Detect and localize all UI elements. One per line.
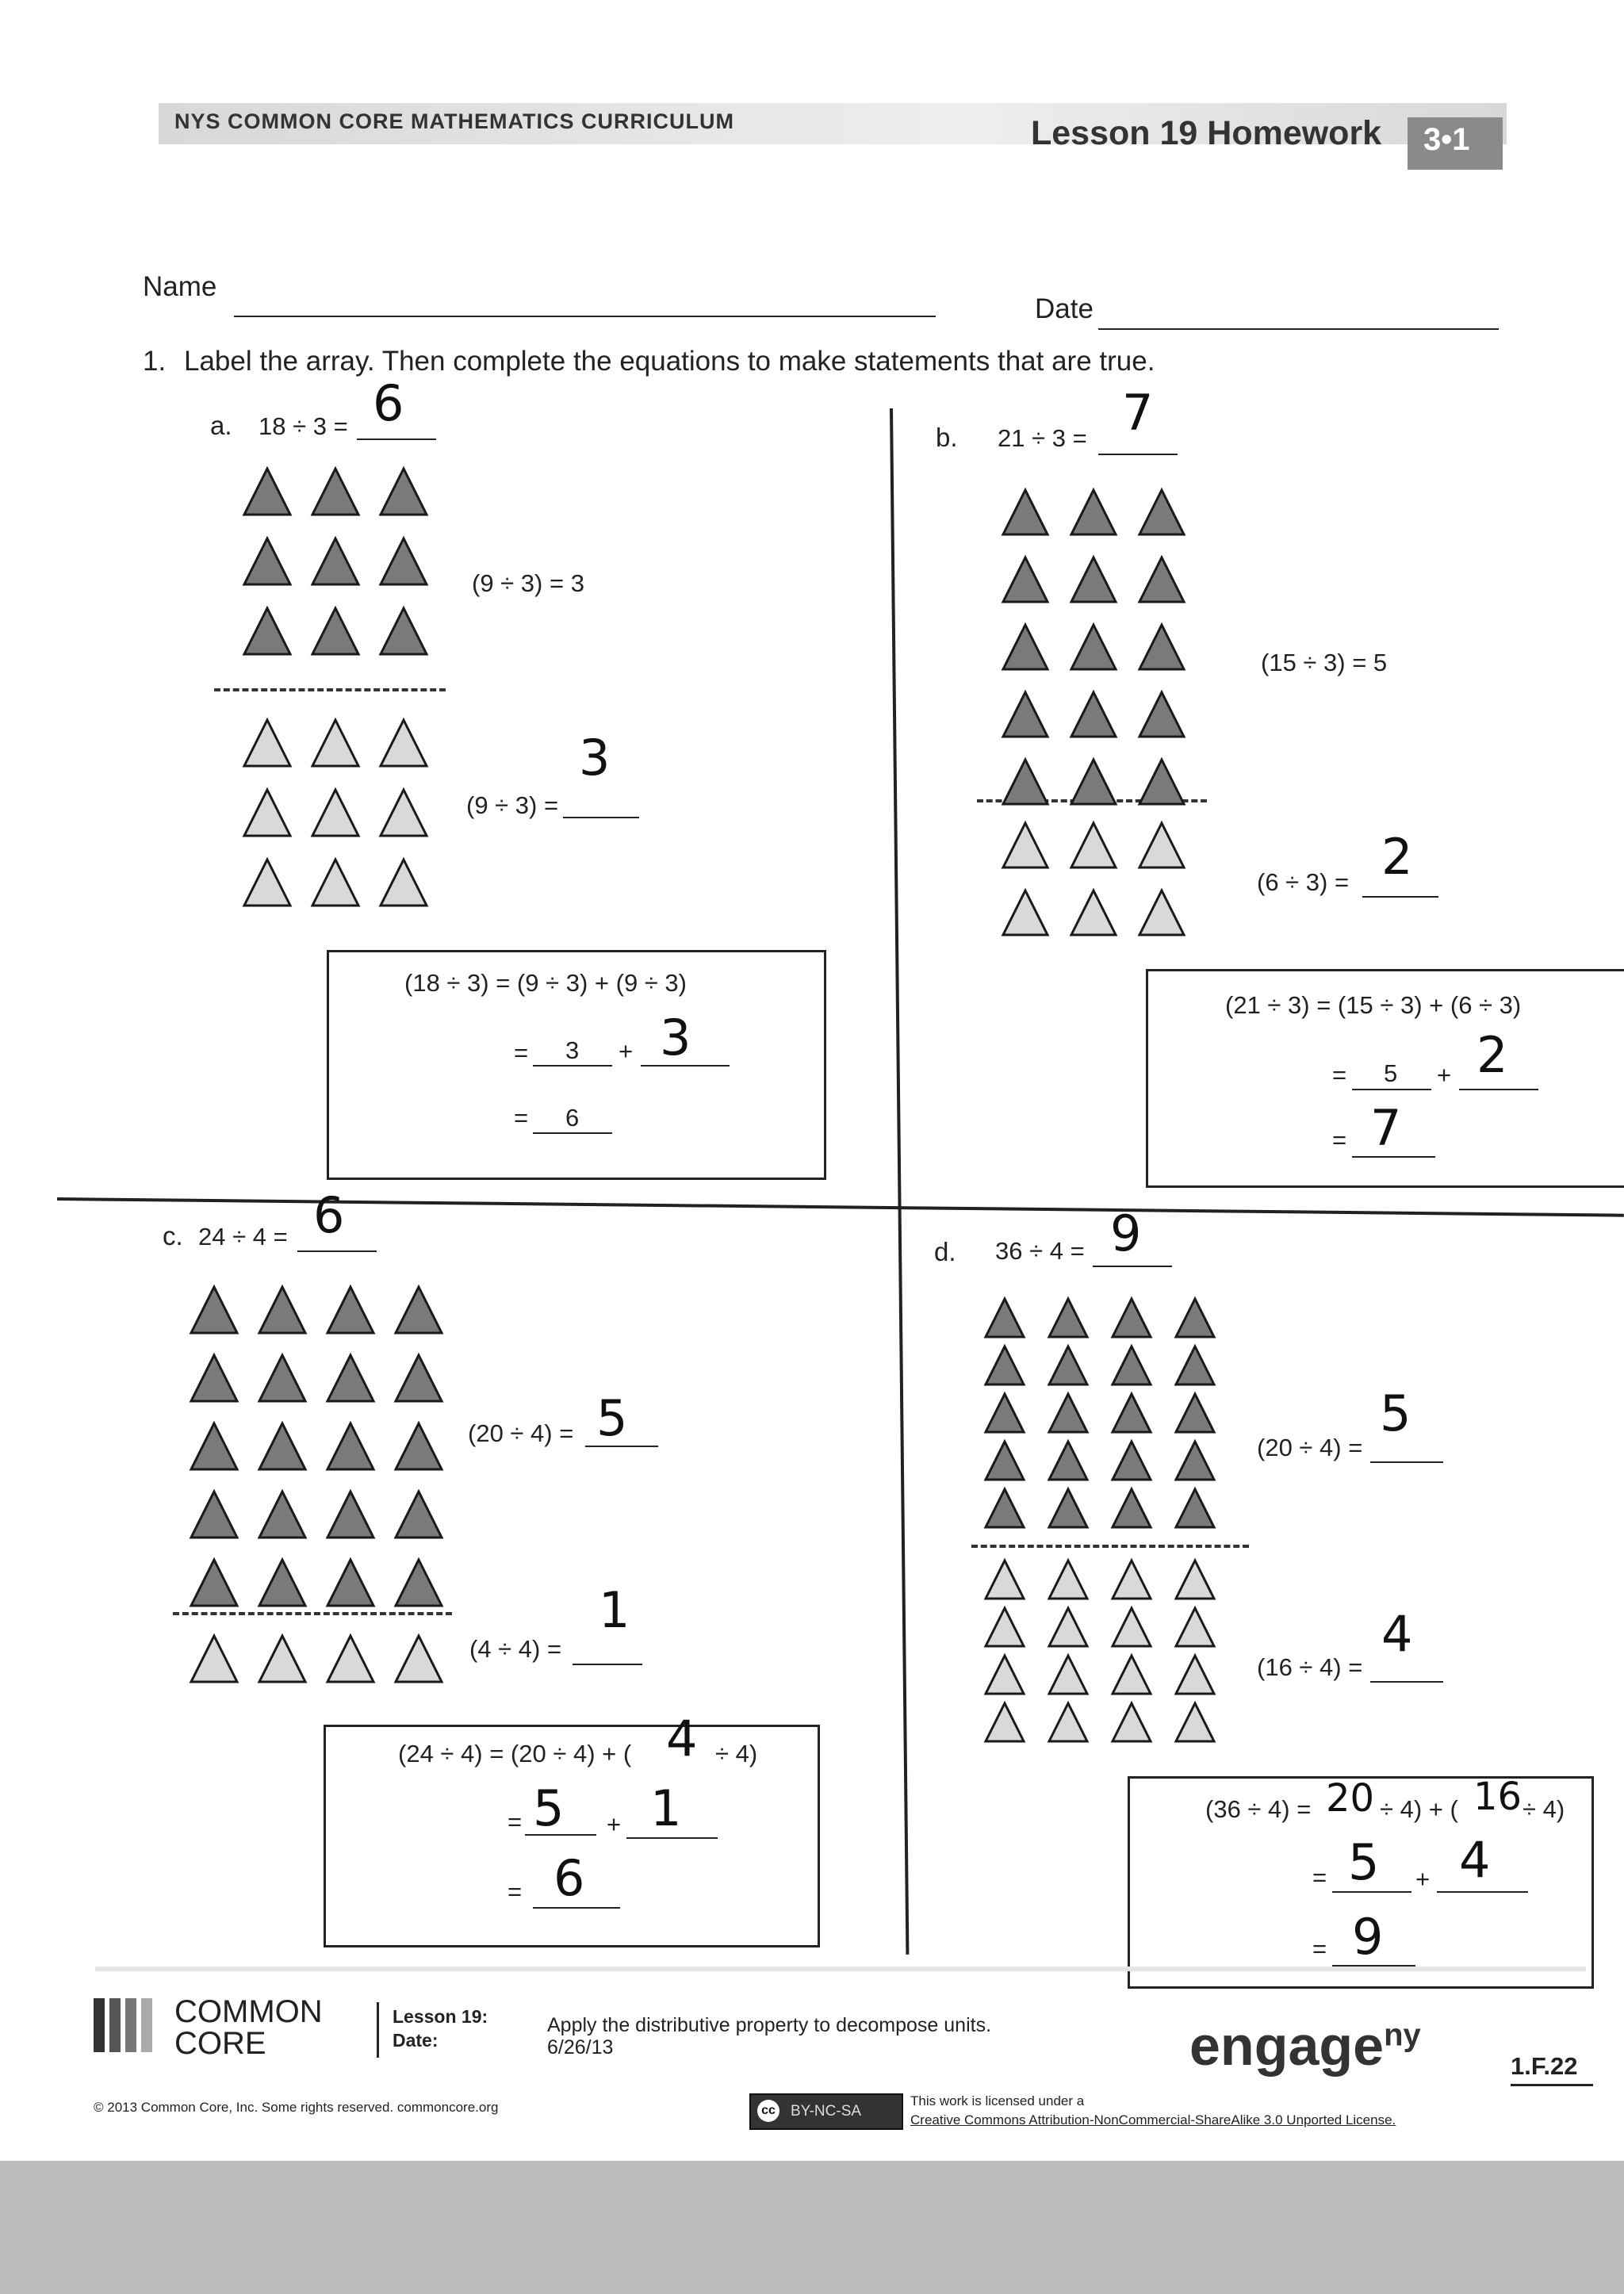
- part-d-box-val1: 5: [1348, 1833, 1380, 1891]
- part-b-box-line-val1[interactable]: [1352, 1089, 1431, 1090]
- part-a-box-val1: 3: [565, 1036, 580, 1064]
- shaded-triangle: [325, 1353, 376, 1404]
- part-b-eq2-answer: 2: [1381, 828, 1413, 886]
- problem-number: 1.: [143, 346, 167, 377]
- unshaded-triangle: [1069, 888, 1118, 937]
- part-d-box-line1-fill1: 20: [1326, 1776, 1375, 1821]
- shaded-triangle: [1069, 690, 1118, 739]
- unshaded-triangle: [1137, 888, 1186, 937]
- shaded-triangle: [983, 1487, 1026, 1530]
- part-d-letter: d.: [934, 1237, 956, 1266]
- part-b-box-eq2: =: [1332, 1126, 1347, 1154]
- unshaded-triangle: [1069, 821, 1118, 870]
- part-c-letter: c.: [163, 1221, 183, 1250]
- unshaded-triangle: [983, 1701, 1026, 1744]
- part-c-box-line1-fill: 4: [666, 1710, 698, 1767]
- footer-lesson-desc: Apply the distributive property to decompose units.: [547, 2014, 992, 2036]
- part-d-eq1-prefix: (20 ÷ 4) =: [1257, 1434, 1363, 1461]
- part-d-box-line1-a: (36 ÷ 4) =: [1205, 1795, 1312, 1823]
- unshaded-triangle: [1047, 1558, 1090, 1601]
- part-c-box-eq: =: [508, 1808, 523, 1836]
- part-a-eq2-prefix: (9 ÷ 3) =: [466, 791, 559, 819]
- shaded-triangle: [393, 1285, 444, 1335]
- unshaded-triangle: [257, 1633, 308, 1684]
- part-d-eq2-prefix: (16 ÷ 4) =: [1257, 1653, 1363, 1681]
- part-a-letter: a.: [210, 411, 232, 440]
- scan-bottom-band: [0, 2161, 1624, 2294]
- curriculum-title: NYS COMMON CORE MATHEMATICS CURRICULUM: [174, 109, 734, 133]
- common-core-logo-icon: [94, 1998, 157, 2052]
- part-c-eq1-prefix: (20 ÷ 4) =: [468, 1419, 574, 1447]
- part-a-prompt: 18 ÷ 3 =: [259, 412, 348, 440]
- part-a-box-line-val1[interactable]: [533, 1065, 612, 1067]
- shaded-triangle: [1001, 555, 1050, 604]
- part-c-box-line-val2[interactable]: [626, 1837, 718, 1839]
- shaded-triangle: [393, 1489, 444, 1540]
- part-b-box-val2: 2: [1477, 1026, 1508, 1084]
- shaded-triangle: [1174, 1296, 1216, 1339]
- shaded-triangle: [1001, 488, 1050, 537]
- shaded-triangle: [1047, 1487, 1090, 1530]
- part-a-box-line-total[interactable]: [533, 1132, 612, 1134]
- shaded-triangle: [325, 1557, 376, 1608]
- part-d-answer-line[interactable]: [1093, 1266, 1172, 1267]
- part-a-box-plus: +: [619, 1037, 634, 1065]
- unshaded-triangle: [1110, 1558, 1153, 1601]
- engageny-logo-sup: ny: [1384, 2017, 1421, 2053]
- shaded-triangle: [189, 1421, 239, 1472]
- unshaded-triangle: [242, 787, 293, 838]
- unshaded-triangle: [378, 718, 429, 768]
- part-b-box-plus: +: [1437, 1061, 1452, 1089]
- part-b-eq2-prefix: (6 ÷ 3) =: [1257, 868, 1350, 896]
- footer-date-value: 6/26/13: [547, 2036, 614, 2058]
- unshaded-triangle: [1110, 1701, 1153, 1744]
- shaded-triangle: [1110, 1392, 1153, 1434]
- footer-rule: [95, 1967, 1586, 1971]
- shaded-triangle: [1069, 622, 1118, 672]
- part-d-box-total: 9: [1352, 1908, 1384, 1966]
- unshaded-triangle: [310, 718, 361, 768]
- shaded-triangle: [1001, 690, 1050, 739]
- date-field[interactable]: [1098, 328, 1499, 330]
- part-a-divider: [214, 688, 446, 691]
- unshaded-triangle: [189, 1633, 239, 1684]
- part-c-box-plus: +: [607, 1810, 622, 1838]
- shaded-triangle: [1110, 1487, 1153, 1530]
- part-b-eq1: (15 ÷ 3) = 5: [1261, 649, 1388, 676]
- part-c-box-line1-a: (24 ÷ 4) = (20 ÷ 4) + (: [398, 1740, 632, 1767]
- part-b-box-total: 7: [1370, 1099, 1402, 1157]
- shaded-triangle: [325, 1489, 376, 1540]
- part-a-box-line1: (18 ÷ 3) = (9 ÷ 3) + (9 ÷ 3): [404, 969, 688, 997]
- unshaded-triangle: [310, 787, 361, 838]
- part-b-box-eq: =: [1332, 1061, 1347, 1089]
- shaded-triangle: [393, 1353, 444, 1404]
- part-d-eq1-answer: 5: [1380, 1384, 1411, 1442]
- part-a-box-eq: =: [514, 1039, 529, 1067]
- shaded-triangle: [257, 1353, 308, 1404]
- footer-lesson-label: Lesson 19:: [393, 2006, 488, 2027]
- page-code: 1.F.22: [1511, 2052, 1578, 2080]
- shaded-triangle: [983, 1296, 1026, 1339]
- name-label: Name: [143, 271, 217, 302]
- part-d-box-line1-b: ÷ 4): [1522, 1795, 1565, 1823]
- part-b-letter: b.: [936, 423, 958, 452]
- part-b-prompt: 21 ÷ 3 =: [998, 424, 1087, 452]
- shaded-triangle: [189, 1557, 239, 1608]
- shaded-triangle: [310, 606, 361, 657]
- part-c-eq2-prefix: (4 ÷ 4) =: [469, 1635, 562, 1663]
- shaded-triangle: [189, 1353, 239, 1404]
- horizontal-divider: [57, 1197, 1624, 1217]
- shaded-triangle: [1137, 690, 1186, 739]
- grade-badge-text: 3•1: [1423, 122, 1470, 157]
- shaded-triangle: [242, 606, 293, 657]
- shaded-triangle: [1174, 1392, 1216, 1434]
- part-d-box-plus: +: [1415, 1865, 1431, 1893]
- shaded-triangle: [242, 466, 293, 517]
- part-d-box-eq: =: [1312, 1863, 1327, 1891]
- shaded-triangle: [257, 1285, 308, 1335]
- part-c-eq2-line[interactable]: [573, 1664, 642, 1665]
- vertical-divider: [890, 408, 909, 1955]
- date-label: Date: [1035, 293, 1094, 324]
- shaded-triangle: [257, 1557, 308, 1608]
- part-c-box-eq2: =: [508, 1878, 523, 1905]
- part-c-eq1-answer: 5: [596, 1389, 628, 1447]
- part-b-answer-line[interactable]: [1098, 454, 1178, 455]
- part-a-box-total: 6: [565, 1104, 580, 1132]
- shaded-triangle: [983, 1344, 1026, 1387]
- license-badge-text: BY-NC-SA: [791, 2103, 862, 2120]
- unshaded-triangle: [378, 787, 429, 838]
- footer-separator: [377, 2002, 379, 2058]
- part-c-divider: [173, 1612, 452, 1615]
- shaded-triangle: [378, 536, 429, 587]
- shaded-triangle: [1110, 1296, 1153, 1339]
- unshaded-triangle: [242, 718, 293, 768]
- part-a-eq2-line[interactable]: [563, 817, 639, 818]
- shaded-triangle: [1047, 1344, 1090, 1387]
- shaded-triangle: [1047, 1439, 1090, 1482]
- part-d-answer: 9: [1110, 1204, 1142, 1262]
- unshaded-triangle: [1174, 1606, 1216, 1649]
- name-field[interactable]: [234, 316, 936, 317]
- shaded-triangle: [242, 536, 293, 587]
- unshaded-triangle: [1001, 888, 1050, 937]
- shaded-triangle: [1047, 1392, 1090, 1434]
- shaded-triangle: [393, 1421, 444, 1472]
- unshaded-triangle: [310, 857, 361, 908]
- shaded-triangle: [378, 466, 429, 517]
- unshaded-triangle: [1174, 1701, 1216, 1744]
- unshaded-triangle: [1001, 821, 1050, 870]
- shaded-triangle: [1001, 622, 1050, 672]
- shaded-triangle: [1110, 1344, 1153, 1387]
- shaded-triangle: [1110, 1439, 1153, 1482]
- unshaded-triangle: [378, 857, 429, 908]
- part-a-box-eq2: =: [514, 1104, 529, 1132]
- shaded-triangle: [310, 536, 361, 587]
- shaded-triangle: [257, 1489, 308, 1540]
- shaded-triangle: [1174, 1487, 1216, 1530]
- cc-icon: cc: [757, 2100, 779, 2122]
- part-b-box-line-val2[interactable]: [1459, 1089, 1538, 1090]
- part-d-eq1-line[interactable]: [1370, 1461, 1443, 1463]
- lesson-title: Lesson 19 Homework: [1031, 114, 1382, 152]
- shaded-triangle: [325, 1285, 376, 1335]
- part-b-answer: 7: [1122, 384, 1154, 442]
- engageny-logo-text: engage: [1189, 2015, 1385, 2077]
- part-d-box-line-val2[interactable]: [1437, 1891, 1528, 1893]
- unshaded-triangle: [983, 1558, 1026, 1601]
- part-c-answer-line[interactable]: [297, 1250, 377, 1252]
- part-c-box-line-total[interactable]: [533, 1907, 620, 1909]
- shaded-triangle: [1137, 622, 1186, 672]
- part-d-box-line1-mid: ÷ 4) + (: [1380, 1795, 1458, 1823]
- part-d-box-val2: 4: [1459, 1831, 1491, 1889]
- unshaded-triangle: [325, 1633, 376, 1684]
- part-a-box-val2: 3: [660, 1009, 691, 1067]
- part-c-eq2-answer: 1: [599, 1581, 630, 1639]
- shaded-triangle: [1174, 1439, 1216, 1482]
- shaded-triangle: [1174, 1344, 1216, 1387]
- page-code-underline: [1511, 2084, 1593, 2086]
- unshaded-triangle: [1174, 1653, 1216, 1696]
- shaded-triangle: [1137, 757, 1186, 806]
- unshaded-triangle: [1137, 821, 1186, 870]
- shaded-triangle: [1137, 488, 1186, 537]
- part-d-box-line-val1[interactable]: [1332, 1891, 1411, 1893]
- shaded-triangle: [257, 1421, 308, 1472]
- unshaded-triangle: [242, 857, 293, 908]
- copyright: © 2013 Common Core, Inc. Some rights reserved. commoncore.org: [94, 2100, 499, 2115]
- part-c-prompt: 24 ÷ 4 =: [198, 1223, 288, 1250]
- part-a-eq1: (9 ÷ 3) = 3: [472, 569, 584, 597]
- part-b-box-val1: 5: [1384, 1059, 1398, 1087]
- cc-license-badge: [749, 2093, 903, 2130]
- unshaded-triangle: [1174, 1558, 1216, 1601]
- part-c-box-val1: 5: [533, 1779, 565, 1837]
- part-d-eq2-answer: 4: [1381, 1605, 1413, 1663]
- part-d-divider: [971, 1545, 1249, 1548]
- footer-date-label: Date:: [393, 2030, 439, 2051]
- shaded-triangle: [310, 466, 361, 517]
- part-c-box-line1-b: ÷ 4): [715, 1740, 758, 1767]
- instructions: Label the array. Then complete the equations to make statements that are true.: [184, 346, 1155, 377]
- unshaded-triangle: [393, 1633, 444, 1684]
- shaded-triangle: [983, 1439, 1026, 1482]
- part-d-box-line1-fill2: 16: [1473, 1775, 1522, 1819]
- shaded-triangle: [1047, 1296, 1090, 1339]
- unshaded-triangle: [1047, 1701, 1090, 1744]
- common-core-logo-line2: CORE: [174, 2026, 266, 2061]
- part-d-box-eq2: =: [1312, 1935, 1327, 1963]
- common-core-logo-line1: COMMON: [174, 1994, 323, 2029]
- unshaded-triangle: [1047, 1653, 1090, 1696]
- shaded-triangle: [325, 1421, 376, 1472]
- shaded-triangle: [189, 1489, 239, 1540]
- shaded-triangle: [983, 1392, 1026, 1434]
- license-link[interactable]: Creative Commons Attribution-NonCommercial-ShareAlike 3.0 Unported License.: [910, 2112, 1396, 2127]
- shaded-triangle: [393, 1557, 444, 1608]
- license-line1: This work is licensed under a: [910, 2093, 1085, 2108]
- unshaded-triangle: [1110, 1606, 1153, 1649]
- part-d-prompt: 36 ÷ 4 =: [995, 1237, 1085, 1265]
- shaded-triangle: [189, 1285, 239, 1335]
- shaded-triangle: [1001, 757, 1050, 806]
- part-b-eq2-line[interactable]: [1362, 896, 1438, 898]
- shaded-triangle: [1069, 488, 1118, 537]
- shaded-triangle: [1069, 555, 1118, 604]
- unshaded-triangle: [983, 1606, 1026, 1649]
- shaded-triangle: [378, 606, 429, 657]
- unshaded-triangle: [1110, 1653, 1153, 1696]
- engageny-logo: [1189, 2014, 1421, 2078]
- part-c-box-val2: 1: [650, 1779, 682, 1837]
- part-a-eq2-answer: 3: [579, 729, 611, 787]
- unshaded-triangle: [983, 1653, 1026, 1696]
- shaded-triangle: [1069, 757, 1118, 806]
- part-d-eq2-line[interactable]: [1370, 1681, 1443, 1683]
- part-a-answer: 6: [373, 374, 404, 432]
- shaded-triangle: [1137, 555, 1186, 604]
- unshaded-triangle: [1047, 1606, 1090, 1649]
- part-c-answer: 6: [313, 1186, 345, 1244]
- part-a-answer-line[interactable]: [357, 439, 436, 440]
- part-c-box-total: 6: [553, 1849, 585, 1907]
- part-b-box-line1: (21 ÷ 3) = (15 ÷ 3) + (6 ÷ 3): [1225, 991, 1522, 1019]
